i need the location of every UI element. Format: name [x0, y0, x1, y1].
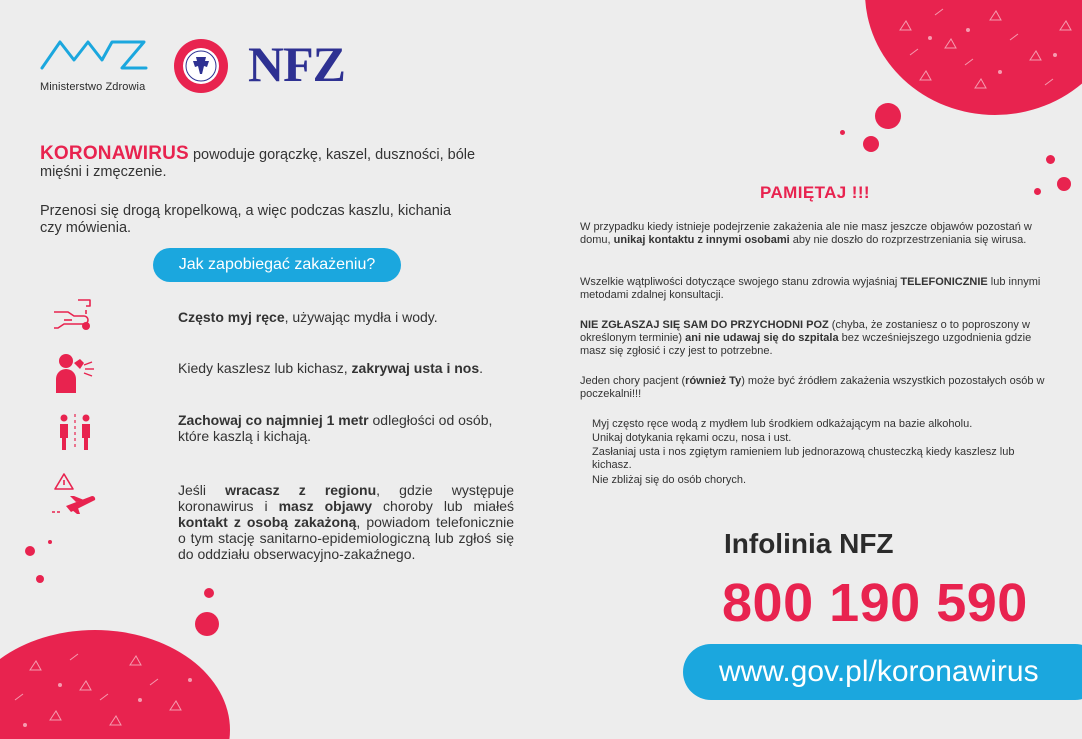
decorative-dot [48, 540, 52, 544]
social-distance-icon [56, 412, 98, 452]
ministry-wave-icon [40, 38, 150, 74]
blob-pattern-top-right [880, 0, 1082, 110]
koronawirus-keyword: KORONAWIRUS [40, 143, 189, 164]
remember-paragraph-phone: Wszelkie wątpliwości dotyczące swojego stanu zdrowia wyjaśniaj TELEFONICZNIE lub innymi metodami zdalnej konsultacji. [580, 276, 1041, 301]
cough-cover-icon [52, 351, 98, 395]
hand-washing-icon [52, 296, 96, 334]
blob-pattern-bottom-left [0, 640, 230, 739]
decorative-dot [36, 575, 44, 583]
ministry-label: Ministerstwo Zdrowia [40, 81, 146, 93]
remember-paragraph-no-clinic: NIE ZGŁASZAJ SIĘ SAM DO PRZYCHODNI POZ (chyba, że zostaniesz o to poproszony w określonym terminie) ani nie udawaj się do szpitala bez wcześniejszego uzgodnienia gdzie masz się zgłosić i czy jest to potrzebne. [580, 319, 1032, 357]
decorative-dot [840, 130, 845, 135]
sanitary-inspection-emblem-icon [172, 37, 230, 95]
travel-warning-icon [48, 472, 100, 516]
nfz-logo: NFZ [248, 36, 345, 92]
remember-paragraph-stay-home: W przypadku kiedy istnieje podejrzenie zakażenia ale nie masz jeszcze objawów pozostań w domu, unikaj kontaktu z innymi osobami aby nie doszło do rozprzestrzeniania się wirusa. [580, 221, 1032, 246]
remember-heading: PAMIĘTAJ !!! [760, 183, 870, 202]
website-link[interactable]: www.gov.pl/koronawirus [683, 644, 1082, 700]
decorative-dot [204, 588, 214, 598]
tip-wash-hands: Często myj ręce, używając mydła i wody. [178, 309, 438, 325]
tip-keep-distance: Zachowaj co najmniej 1 metr odległości od osób, które kaszlą i kichają. [178, 412, 493, 444]
remember-paragraph-waiting-room: Jeden chory pacjent (również Ty) może być źródłem zakażenia wszystkich pozostałych osób w poczekalni!!! [580, 375, 1045, 400]
decorative-dot [1034, 188, 1041, 195]
decorative-dot [1046, 155, 1055, 164]
hotline-label: Infolinia NFZ [724, 528, 894, 559]
intro-transmission: Przenosi się drogą kropelkową, a więc podczas kaszlu, kichania czy mówienia. [40, 203, 452, 236]
prevention-heading: Jak zapobiegać zakażeniu? [153, 248, 401, 282]
tip-returning-traveler: Jeśli wracasz z regionu, gdzie występuje koronawirus i masz objawy choroby lub miałeś kontakt z osobą zakażoną, powiadom telefonicznie o tym stację sanitarno-epidemiologiczną lub zgłoś się do oddziału obserwacyjno-zakaźnego. [178, 482, 515, 562]
decorative-dot [863, 136, 879, 152]
decorative-dot [1057, 177, 1071, 191]
decorative-dot [195, 612, 219, 636]
intro-symptoms: KORONAWIRUS powoduje gorączkę, kaszel, duszności, bóle mięśni i zmęczenie. [40, 143, 476, 180]
remember-list-item: Unikaj dotykania rękami oczu, nosa i ust. [592, 432, 792, 444]
hotline-number[interactable]: 800 190 590 [722, 573, 1028, 633]
remember-list-item: Myj często ręce wodą z mydłem lub środkiem odkażającym na bazie alkoholu. [592, 418, 973, 430]
ministry-of-health-logo [40, 38, 155, 93]
decorative-dot [25, 546, 35, 556]
tip-cover-mouth: Kiedy kaszlesz lub kichasz, zakrywaj usta i nos. [178, 360, 484, 376]
remember-list-item: Nie zbliżaj się do osób chorych. [592, 474, 747, 486]
remember-list-item: Zasłaniaj usta i nos zgiętym ramieniem lub jednorazową chusteczką kiedy kaszlesz lub kichasz. [592, 446, 1015, 471]
decorative-dot [875, 103, 901, 129]
